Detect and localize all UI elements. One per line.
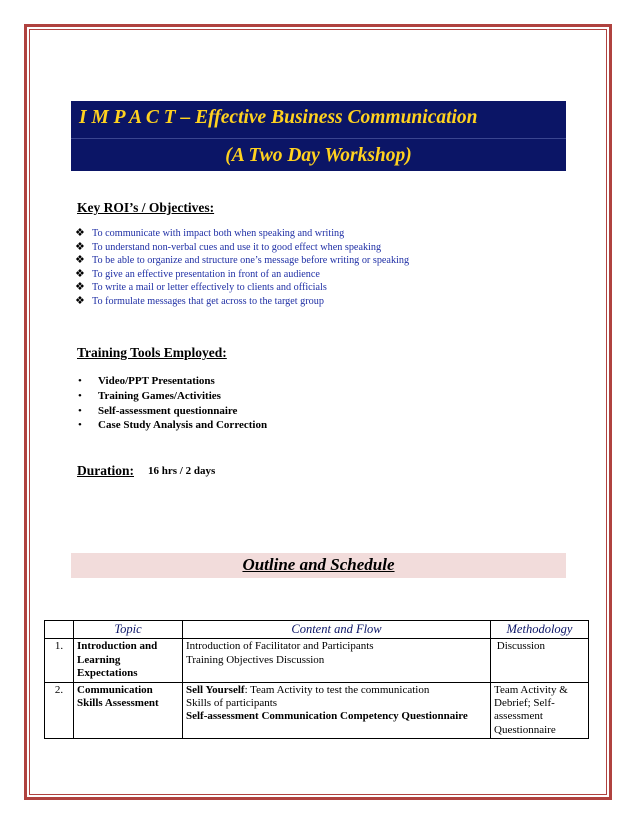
tools-heading: Training Tools Employed: [77, 345, 227, 360]
diamond-bullet-icon: ❖ [75, 240, 85, 253]
table-row [45, 639, 589, 682]
list-item: ❖ To write a mail or letter effectively to clients and officials [75, 281, 327, 293]
outline-title: Outline and Schedule [242, 555, 395, 574]
duration-value: 16 hrs / 2 days [148, 465, 216, 477]
row-topic: Introduction and Learning Expectations [74, 639, 183, 682]
objectives-list [75, 227, 409, 308]
row-methodology: Discussion [491, 639, 589, 682]
title-main: I M P A C T – Effective Business Communication [79, 107, 478, 128]
list-item: • Case Study Analysis and Correction [78, 419, 268, 432]
diamond-bullet-icon: ❖ [75, 267, 85, 280]
dot-bullet-icon: • [78, 419, 82, 432]
header-num [45, 621, 74, 639]
list-item: • Self-assessment questionnaire [78, 404, 238, 417]
diamond-bullet-icon: ❖ [75, 254, 85, 266]
list-item: ❖ To give an effective presentation in front of an audience [75, 267, 320, 280]
title-banner [71, 101, 566, 171]
schedule-table [44, 620, 589, 739]
duration-label: Duration: [77, 463, 134, 478]
list-item: ❖ To communicate with impact both when speaking and writing [75, 227, 345, 239]
list-item: • Training Games/Activities [78, 389, 221, 402]
list-item: ❖ To formulate messages that get across to the target group [75, 294, 324, 307]
dot-bullet-icon: • [78, 389, 82, 402]
row-number: 1. [45, 639, 74, 682]
header-methodology: Methodology [491, 621, 589, 639]
list-item: • Video/PPT Presentations [78, 375, 215, 387]
diamond-bullet-icon: ❖ [75, 281, 85, 293]
title-subtitle: (A Two Day Workshop) [225, 145, 412, 166]
dot-bullet-icon: • [78, 375, 82, 387]
table-row [45, 682, 589, 739]
row-number: 2. [45, 682, 74, 739]
outline-banner [71, 553, 566, 578]
row-methodology: Team Activity & Debrief; Self-assessment Questionnaire [491, 682, 589, 739]
diamond-bullet-icon: ❖ [75, 294, 85, 307]
diamond-bullet-icon: ❖ [75, 227, 85, 239]
row-topic: Communication Skills Assessment [74, 682, 183, 739]
row-content: Introduction of Facilitator and Participants Training Objectives Discussion [183, 639, 491, 682]
table-header-row [45, 621, 589, 639]
list-item: ❖ To understand non-verbal cues and use it to good effect when speaking [75, 240, 382, 253]
title-divider [71, 138, 566, 139]
tools-list [78, 374, 267, 433]
header-topic: Topic [74, 621, 183, 639]
list-item: ❖ To be able to organize and structure one’s message before writing or speaking [75, 254, 410, 266]
dot-bullet-icon: • [78, 404, 82, 417]
header-content: Content and Flow [183, 621, 491, 639]
objectives-heading: Key ROI’s / Objectives: [77, 200, 215, 215]
row-content: Sell Yourself: Team Activity to test the communication Skills of participants Self-assessment Communication Competency Questionnaire [183, 682, 491, 739]
